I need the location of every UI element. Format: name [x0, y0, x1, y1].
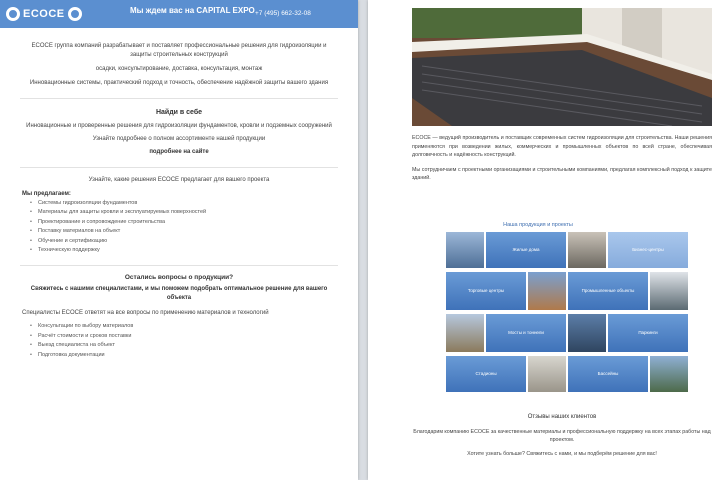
category-tile[interactable]: Промышленные объекты: [568, 272, 648, 310]
list-item: • Системы гидроизоляции фундаментов: [38, 199, 358, 208]
grid-title: Наша продукция и проекты: [503, 222, 573, 228]
section-paragraph: Инновационные и проверенные решения для гидроизоляции фундаментов, кровли и подземных сооружений: [26, 123, 332, 129]
category-tile[interactable]: Жилые дома: [486, 232, 566, 268]
building-photo[interactable]: [446, 314, 484, 352]
list-item: • Выезд специалиста на объект: [38, 341, 358, 350]
logo[interactable]: [6, 4, 86, 24]
category-tile[interactable]: Торговые центры: [446, 272, 526, 310]
header-bar: [0, 0, 358, 28]
list-item: • Техническую поддержку: [38, 246, 358, 255]
list-item: • Обучение и сертификацию: [38, 237, 358, 246]
offer-list: [0, 199, 358, 255]
list-item: • Расчёт стоимости и сроков поставки: [38, 332, 358, 341]
section-title: Найди в себе: [155, 109, 203, 116]
intro-paragraph: осадки, консультирование, доставка, консультация, монтаж: [95, 66, 263, 72]
reviews-title: Отзывы наших клиентов: [527, 414, 597, 420]
header-phone[interactable]: +7 (495) 662-32-08: [255, 10, 311, 17]
category-tile[interactable]: Паркинги: [608, 314, 688, 352]
list-heading: Мы предлагаем:: [22, 191, 71, 197]
faq-title: Остались вопросы о продукции?: [124, 274, 234, 282]
list-item: • Проектирование и сопровождение строительства: [38, 218, 358, 227]
logo-text: ECOCE: [23, 8, 65, 20]
terrace-photo-image: [412, 8, 712, 126]
logo-ring-icon: [6, 7, 20, 21]
building-photo[interactable]: [650, 272, 688, 310]
service-list: [0, 322, 358, 360]
building-photo[interactable]: [528, 272, 566, 310]
document-page-right: [368, 0, 720, 480]
body-paragraph: Мы сотрудничаем с проектными организациями и строительными компаниями, предлагая комплексный подход к защите зданий.: [412, 166, 712, 182]
document-page-left: [0, 0, 358, 480]
intro-paragraph: Инновационные системы, практический подход и точность, обеспечение надёжной защиты вашего здания: [29, 80, 329, 86]
intro-paragraph: ECOCE группа компаний разрабатывает и поставляет профессиональные решения для гидроизоляции и защиты строительных конструкций: [31, 43, 327, 58]
faq-subtitle: Свяжитесь с нашими специалистами, и мы поможем подобрать оптимальное решение для вашего объекта: [30, 286, 328, 302]
building-photo[interactable]: [568, 232, 606, 268]
more-link[interactable]: подробнее на сайте: [149, 149, 209, 155]
building-photo[interactable]: [528, 356, 566, 392]
building-photo[interactable]: [446, 232, 484, 268]
list-item: • Консультации по выбору материалов: [38, 322, 358, 331]
review-paragraph: Благодарим компанию ECOCE за качественные материалы и профессиональную поддержку на всех этапах работы над проектом.: [413, 429, 711, 444]
category-tile[interactable]: Мосты и тоннели: [486, 314, 566, 352]
faq-text: Специалисты ECOCE ответят на все вопросы по применению материалов и технологий: [22, 310, 269, 317]
category-tile[interactable]: Стадионы: [446, 356, 526, 392]
list-item: • Поставку материалов на объект: [38, 227, 358, 236]
intro-link-line[interactable]: Узнайте, какие решения ECOCE предлагает для вашего проекта: [88, 177, 270, 183]
review-paragraph: Хотите узнать больше? Свяжитесь с нами, и мы подберём решение для вас!: [467, 451, 657, 458]
header-title[interactable]: Мы ждем вас на CAPITAL EXPO: [130, 6, 255, 15]
category-tile[interactable]: Бизнес-центры: [608, 232, 688, 268]
building-photo[interactable]: [568, 314, 606, 352]
body-paragraph: ECOCE — ведущий производитель и поставщик современных систем гидроизоляции для строительства. Наши решения применяются при возведении жилых, коммерческих и промышленных объектов по всей стране, обеспечивая долговечность и надёжность конструкций.: [412, 135, 712, 159]
building-photo[interactable]: [650, 356, 688, 392]
category-tile[interactable]: Бассейны: [568, 356, 648, 392]
list-item: • Подготовка документации: [38, 351, 358, 360]
logo-ring-icon: [68, 7, 82, 21]
terrace-photo: [412, 8, 712, 126]
section-paragraph: Узнайте подробнее о полном ассортименте нашей продукции: [92, 136, 266, 142]
list-item: • Материалы для защиты кровли и эксплуатируемых поверхностей: [38, 208, 358, 217]
